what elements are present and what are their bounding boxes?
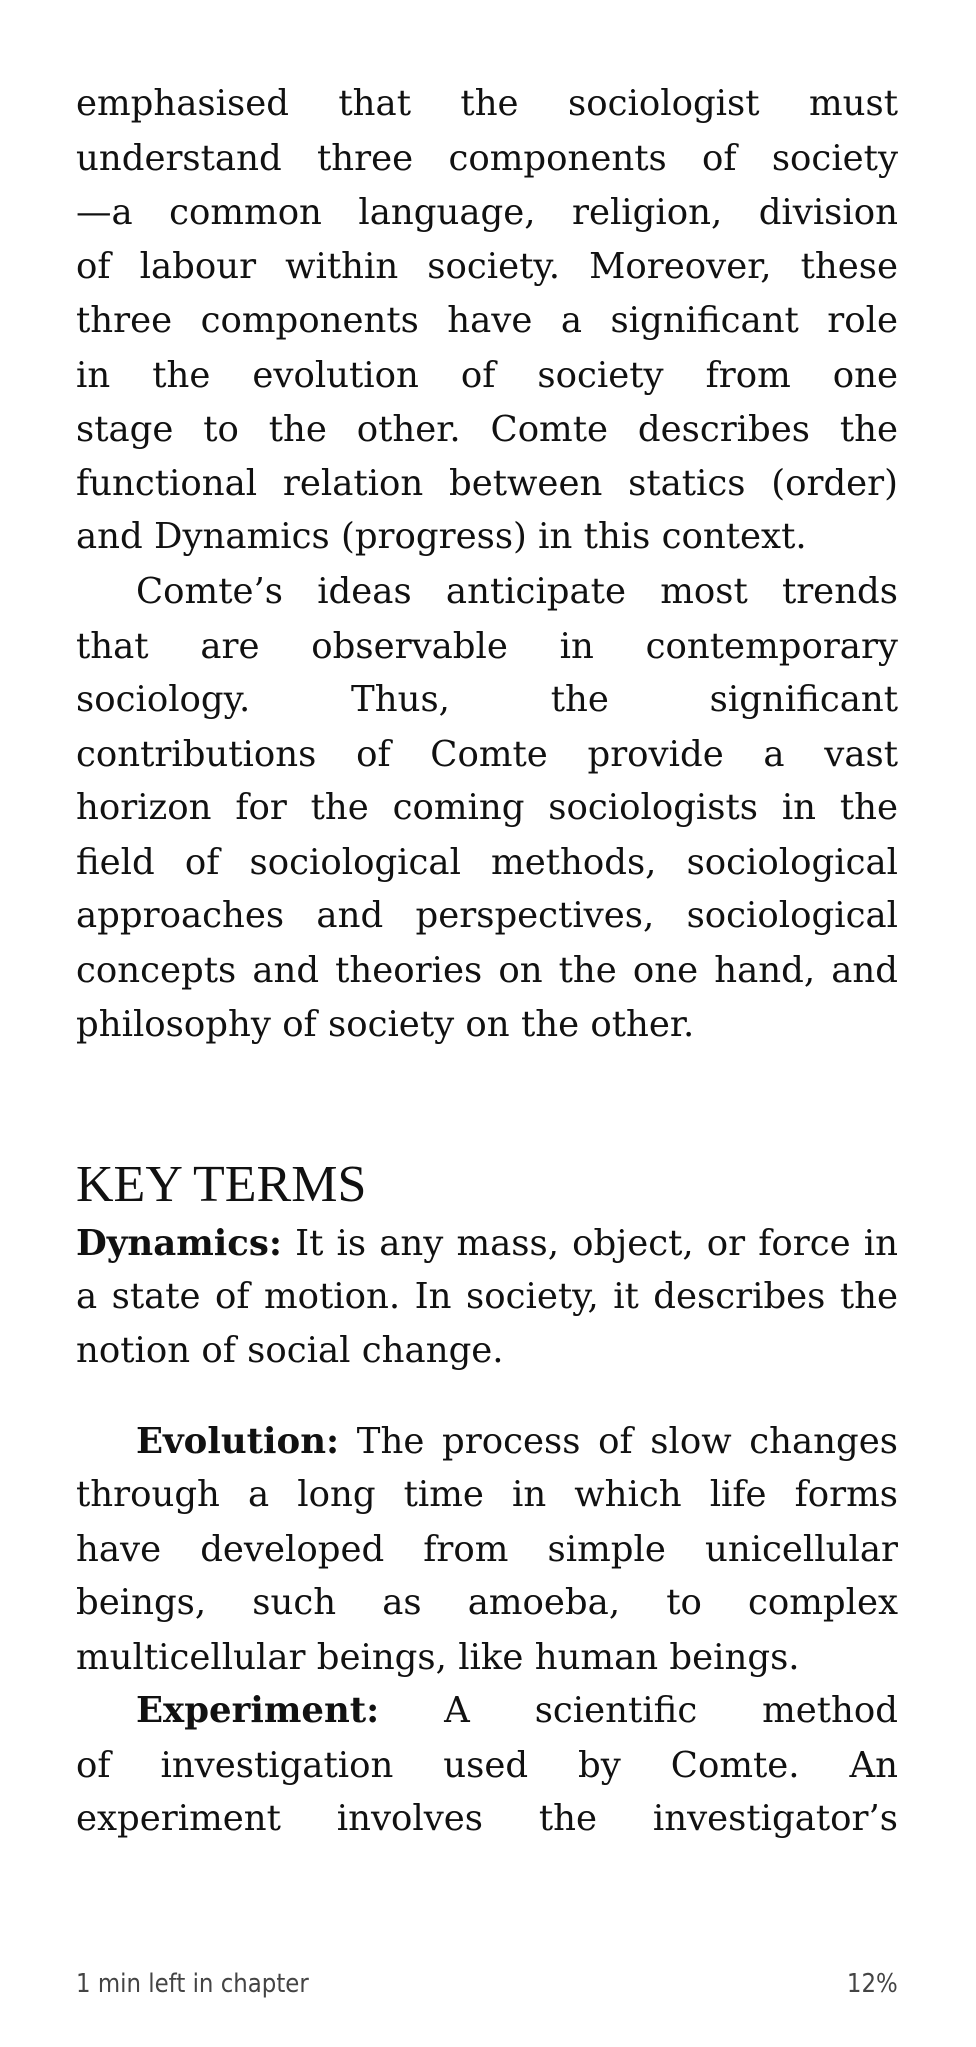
text-line: three components have a significant role (76, 300, 898, 341)
text-line: a state of motion. In society, it describes the (76, 1276, 898, 1317)
definition-text: The process of slow changes (339, 1421, 898, 1462)
text-line: concepts and theories on the one hand, and (76, 950, 898, 991)
text-line: approaches and perspectives, sociological (76, 895, 898, 936)
text-line: field of sociological methods, sociological (76, 842, 898, 883)
section-heading: KEY TERMS (76, 1156, 367, 1213)
text-line: through a long time in which life forms (76, 1474, 898, 1515)
text-line: and Dynamics (progress) in this context. (76, 516, 807, 557)
text-line: experiment involves the investigator’s (76, 1798, 898, 1839)
definition-text: It is any mass, object, or force in (281, 1223, 898, 1264)
text-line: philosophy of society on the other. (76, 1004, 695, 1045)
text-line: that are observable in contemporary (76, 626, 898, 667)
text-line: horizon for the coming sociologists in the (76, 787, 898, 828)
text-line: functional relation between statics (order) (76, 463, 898, 504)
text-line (136, 1684, 898, 1738)
definition-text: A scientific method (379, 1690, 898, 1731)
text-line (76, 1217, 898, 1271)
text-line: have developed from simple unicellular (76, 1529, 898, 1570)
text-line: sociology. Thus, the significant (76, 679, 898, 720)
key-term: Experiment: (136, 1690, 380, 1731)
key-term: Evolution: (136, 1421, 340, 1462)
text-line: understand three components of society (76, 138, 898, 179)
text-line: emphasised that the sociologist must (76, 83, 898, 124)
text-line: —a common language, religion, division (76, 192, 898, 233)
text-line: stage to the other. Comte describes the (76, 409, 898, 450)
text-line: contributions of Comte provide a vast (76, 734, 898, 775)
text-line: of labour within society. Moreover, these (76, 246, 898, 287)
chapter-time-left: 1 min left in chapter (76, 1969, 309, 1999)
text-line: notion of social change. (76, 1330, 504, 1371)
text-line: beings, such as amoeba, to complex (76, 1582, 898, 1623)
reading-progress[interactable]: 12% (847, 1969, 898, 1999)
text-line: multicellular beings, like human beings. (76, 1637, 800, 1678)
text-line: Comte’s ideas anticipate most trends (136, 571, 898, 612)
text-line: in the evolution of society from one (76, 355, 898, 396)
text-line (136, 1415, 898, 1469)
text-line: of investigation used by Comte. An (76, 1745, 898, 1786)
key-term: Dynamics: (76, 1223, 282, 1264)
